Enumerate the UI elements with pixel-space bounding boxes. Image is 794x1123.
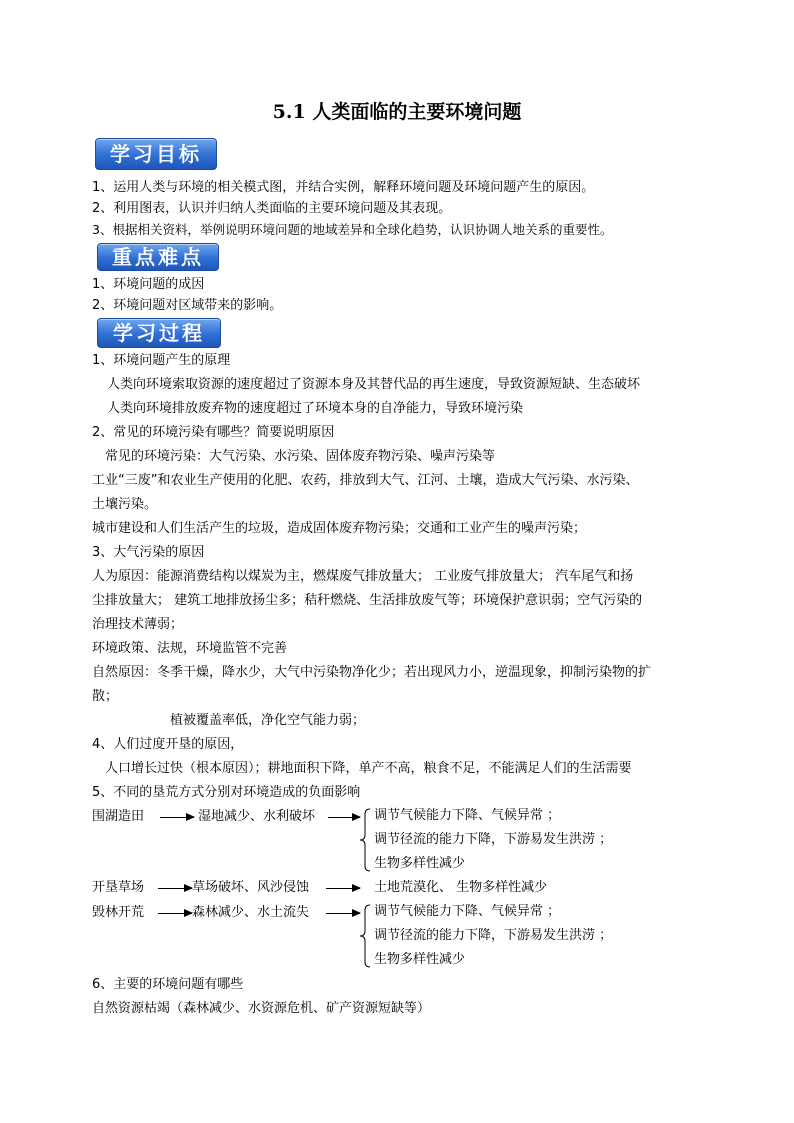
text-line: 植被覆盖率低，净化空气能力弱； — [170, 713, 366, 728]
brace-icon — [359, 808, 371, 872]
text-line: 人类向环境排放废弃物的速度超过了环境本身的自净能力，导致环境污染 — [107, 401, 524, 416]
text-line: 治理技术薄弱； — [92, 617, 184, 632]
text-line: 散； — [92, 689, 119, 704]
arrow-icon — [326, 913, 360, 914]
section-heading: 1、环境问题产生的原理 — [92, 353, 231, 368]
section-heading: 3、大气污染的原因 — [92, 545, 205, 560]
flow-result: 调节径流的能力下降，下游易发生洪涝 ； — [374, 832, 613, 847]
text-line: 人口增长过快（根本原因）；耕地面积下降，单产不高，粮食不足，不能满足人们的生活需要 — [105, 761, 632, 776]
text-line: 尘排放量大； 建筑工地排放扬尘多；秸秆燃烧、生活排放废气等；环境保护意识弱；空气污染的 — [92, 593, 643, 608]
text-line: 常见的环境污染：大气污染、水污染、固体废弃物污染、噪声污染等 — [105, 449, 496, 464]
text-line: 自然资源枯竭（森林减少、水资源危机、矿产资源短缺等） — [92, 1001, 431, 1016]
flow-middle: 草场破坏、风沙侵蚀 — [192, 880, 310, 895]
brace-icon — [359, 904, 371, 968]
flow-result: 调节气候能力下降、气候异常 ； — [374, 904, 561, 919]
badge-learning-process: 学习过程 — [97, 318, 221, 348]
flow-middle: 湿地减少、水利破坏 — [198, 809, 316, 824]
badge-learning-goals: 学习目标 — [95, 138, 217, 170]
badge-key-points: 重点难点 — [97, 243, 219, 271]
goal-item: 2、利用图表，认识并归纳人类面临的主要环境问题及其表现。 — [92, 201, 452, 216]
flow-middle: 森林减少、水土流失 — [192, 905, 310, 920]
text-line: 土壤污染。 — [92, 497, 158, 512]
text-line: 人为原因：能源消费结构以煤炭为主，燃煤废气排放量大； 工业废气排放量大； 汽车尾气和扬 — [92, 569, 634, 584]
key-point-item: 2、环境问题对区域带来的影响。 — [92, 298, 283, 313]
section-heading: 4、人们过度开垦的原因， — [92, 737, 244, 752]
flow-source: 开垦草场 — [92, 880, 145, 895]
flow-result: 生物多样性减少 — [374, 856, 466, 871]
arrow-icon — [328, 817, 360, 818]
arrow-icon — [326, 888, 360, 889]
arrow-icon — [160, 817, 194, 818]
arrow-icon — [158, 888, 192, 889]
flow-result: 土地荒漠化、 生物多样性减少 — [374, 880, 548, 895]
page-title: 5.1 人类面临的主要环境问题 — [272, 101, 522, 123]
key-point-item: 1、环境问题的成因 — [92, 277, 205, 292]
section-heading: 5、不同的垦荒方式分别对环境造成的负面影响 — [92, 785, 361, 800]
flow-source: 毁林开荒 — [92, 905, 145, 920]
text-line: 环境政策、法规，环境监管不完善 — [92, 641, 288, 656]
text-line: 工业“三废”和农业生产使用的化肥、农药，排放到大气、江河、土壤，造成大气污染、水污染、 — [92, 473, 639, 488]
text-line: 自然原因：冬季干燥，降水少，大气中污染物净化少；若出现风力小，逆温现象，抑制污染物的扩 — [92, 665, 652, 680]
text-line: 人类向环境索取资源的速度超过了资源本身及其替代品的再生速度，导致资源短缺、生态破坏 — [107, 377, 641, 392]
goal-item: 1、运用人类与环境的相关模式图，并结合实例，解释环境问题及环境问题产生的原因。 — [92, 180, 595, 195]
flow-source: 围湖造田 — [92, 809, 145, 824]
flow-result: 调节径流的能力下降，下游易发生洪涝 ； — [374, 928, 613, 943]
arrow-icon — [158, 913, 192, 914]
section-heading: 2、常见的环境污染有哪些？简要说明原因 — [92, 425, 335, 440]
goal-item: 3、根据相关资料，举例说明环境问题的地域差异和全球化趋势，认识协调人地关系的重要性。 — [92, 222, 613, 237]
flow-result: 调节气候能力下降、气候异常 ； — [374, 808, 561, 823]
section-heading: 6、主要的环境问题有哪些 — [92, 977, 244, 992]
flow-result: 生物多样性减少 — [374, 952, 466, 967]
text-line: 城市建设和人们生活产生的垃圾，造成固体废弃物污染；交通和工业产生的噪声污染； — [92, 521, 587, 536]
